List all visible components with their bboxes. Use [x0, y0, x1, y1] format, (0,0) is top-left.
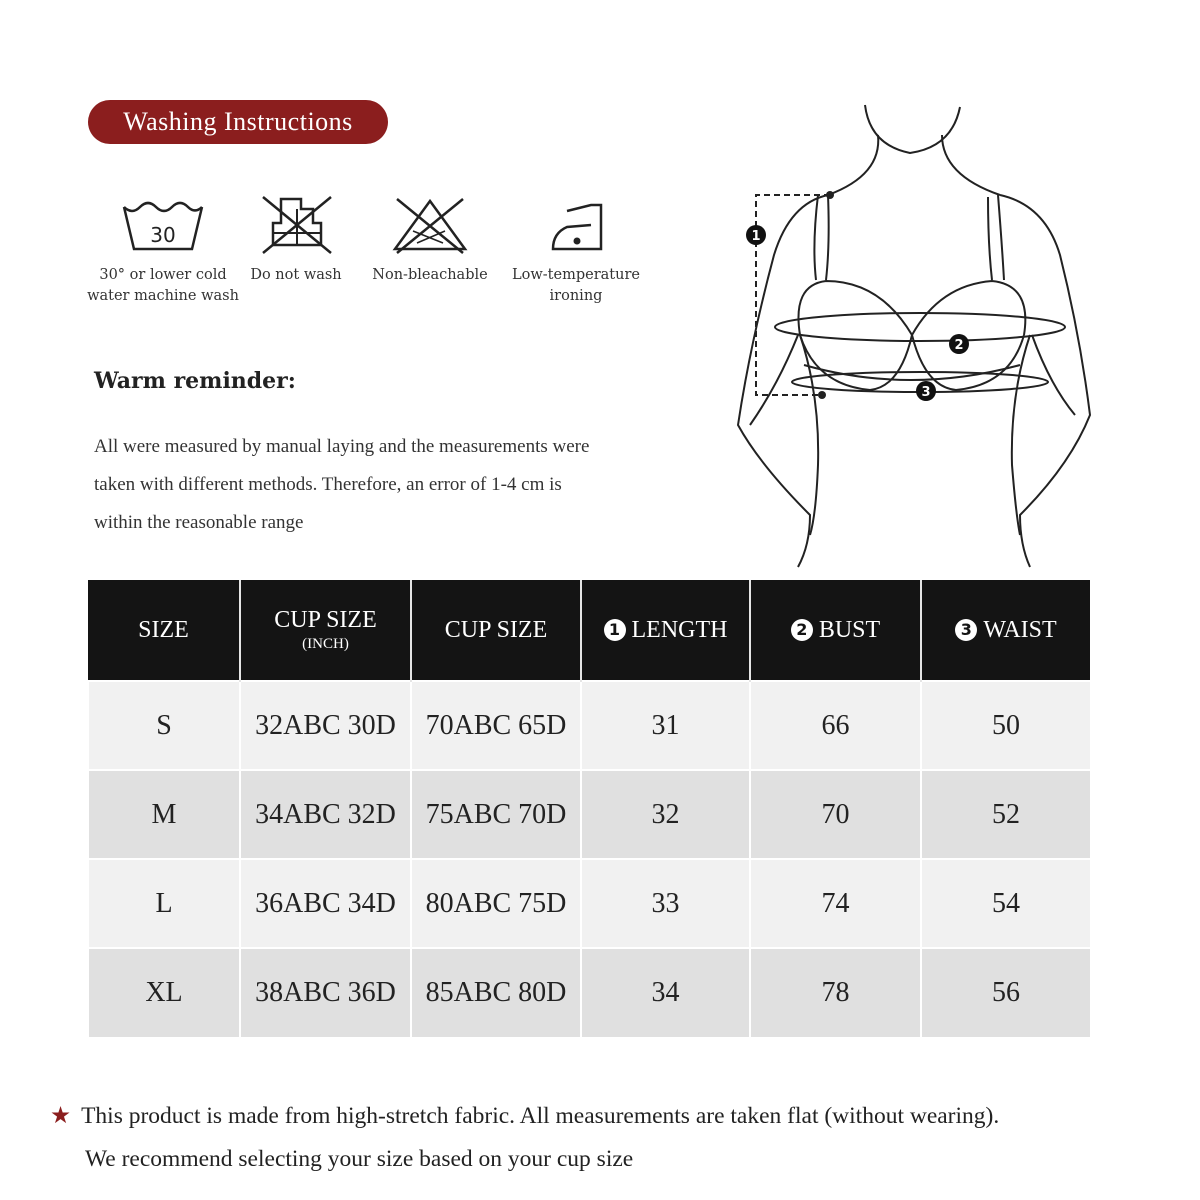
fabric-note [50, 1095, 1180, 1181]
head-outline [865, 105, 960, 153]
header-length: 1 LENGTH [581, 580, 750, 681]
cell-cup: 85ABC 80D [411, 948, 581, 1037]
length-bracket [756, 195, 830, 395]
bust-line [775, 313, 1065, 341]
caption-line: water machine wash [87, 288, 239, 304]
cell-waist: 54 [921, 859, 1090, 948]
marker-waist [916, 381, 936, 401]
caption-line: 30° or lower cold [99, 267, 227, 283]
cell-waist: 50 [921, 681, 1090, 770]
caption-line: ironing [549, 288, 603, 304]
reminder-line: taken with different methods. Therefore, an error of 1-4 cm is [94, 474, 562, 495]
do-not-wash-icon [251, 195, 341, 255]
low-iron-icon [531, 195, 621, 255]
cell-waist: 52 [921, 770, 1090, 859]
caption-line: Low-temperature [512, 267, 640, 283]
care-item-low-temp-iron [491, 195, 661, 307]
table-row [88, 948, 1090, 1037]
cell-cup-inch: 38ABC 36D [240, 948, 411, 1037]
marker-2-icon: 2 [791, 619, 813, 641]
cell-size: M [88, 770, 240, 859]
cell-cup-inch: 36ABC 34D [240, 859, 411, 948]
cell-length: 34 [581, 948, 750, 1037]
note-line: We recommend selecting your size based on your cup size [85, 1146, 634, 1172]
svg-text:3: 3 [921, 385, 931, 400]
marker-length [746, 225, 766, 245]
size-chart-table [87, 580, 1090, 1037]
header-waist: 3 WAIST [921, 580, 1090, 681]
cell-size: XL [88, 948, 240, 1037]
cell-size: L [88, 859, 240, 948]
wash-temperature-label: 30 [150, 223, 176, 247]
warm-reminder-text [94, 428, 734, 542]
warm-reminder-title: Warm reminder: [94, 368, 296, 394]
cell-cup: 75ABC 70D [411, 770, 581, 859]
cell-bust: 78 [750, 948, 921, 1037]
reminder-line: All were measured by manual laying and the measurements were [94, 436, 590, 457]
marker-bust [949, 334, 969, 354]
star-icon: ★ [50, 1103, 72, 1129]
cell-waist: 56 [921, 948, 1090, 1037]
table-row [88, 859, 1090, 948]
cell-bust: 74 [750, 859, 921, 948]
cell-cup-inch: 34ABC 32D [240, 770, 411, 859]
cell-cup: 80ABC 75D [411, 859, 581, 948]
cell-cup: 70ABC 65D [411, 681, 581, 770]
care-item-non-bleachable [345, 195, 515, 286]
header-cup-size: CUP SIZE [411, 580, 581, 681]
header-unit-label: (INCH) [302, 636, 349, 652]
wash-30-icon [118, 195, 208, 255]
no-bleach-icon [385, 195, 475, 255]
washing-instructions-badge: Washing Instructions [88, 100, 388, 144]
cell-bust: 66 [750, 681, 921, 770]
care-caption [491, 265, 661, 307]
bra-cups [798, 281, 1025, 335]
cell-cup-inch: 32ABC 30D [240, 681, 411, 770]
cell-bust: 70 [750, 770, 921, 859]
table-row [88, 681, 1090, 770]
caption-line: Non-bleachable [372, 267, 488, 283]
svg-text:1: 1 [751, 229, 761, 244]
body-measurement-figure [720, 95, 1110, 570]
header-bust: 2 BUST [750, 580, 921, 681]
svg-text:2: 2 [954, 338, 964, 353]
care-caption [345, 265, 515, 286]
marker-1-icon: 1 [604, 619, 626, 641]
marker-3-icon: 3 [955, 619, 977, 641]
cell-size: S [88, 681, 240, 770]
note-line: This product is made from high-stretch fabric. All measurements are taken flat (without wearing). [81, 1103, 1000, 1129]
cell-length: 31 [581, 681, 750, 770]
caption-line: Do not wash [250, 267, 342, 283]
table-header-row [88, 580, 1090, 681]
cell-length: 32 [581, 770, 750, 859]
reminder-line: within the reasonable range [94, 512, 304, 533]
strap-left [814, 195, 818, 280]
table-row [88, 770, 1090, 859]
header-cup-size-inch: CUP SIZE (INCH) [240, 580, 411, 681]
cell-length: 33 [581, 859, 750, 948]
strap-right [998, 195, 1004, 280]
header-size: SIZE [88, 580, 240, 681]
